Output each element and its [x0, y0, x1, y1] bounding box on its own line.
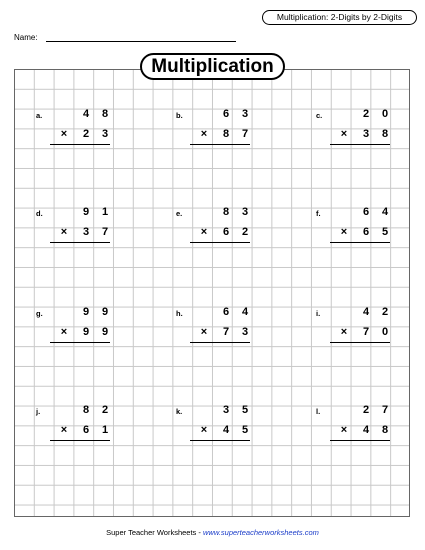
problem-k	[176, 404, 250, 448]
top-digit: 3	[241, 108, 249, 120]
top-digit: 9	[82, 306, 90, 318]
multiply-sign: ×	[60, 128, 68, 140]
answer-line	[50, 440, 110, 441]
top-digit: 4	[381, 206, 389, 218]
bottom-digit: 4	[222, 424, 230, 436]
top-digit: 2	[101, 404, 109, 416]
name-line[interactable]	[46, 41, 236, 42]
answer-line	[190, 440, 250, 441]
multiply-sign: ×	[200, 128, 208, 140]
worksheet-title: Multiplication	[140, 53, 285, 80]
problem-g	[36, 306, 110, 350]
answer-line	[330, 242, 390, 243]
bottom-digit: 8	[381, 128, 389, 140]
top-digit: 3	[241, 206, 249, 218]
top-digit: 8	[82, 404, 90, 416]
problem-l	[316, 404, 390, 448]
top-digit: 3	[222, 404, 230, 416]
problem-letter: e.	[176, 209, 183, 218]
multiply-sign: ×	[200, 326, 208, 338]
top-digit: 5	[241, 404, 249, 416]
top-digit: 4	[82, 108, 90, 120]
footer-url[interactable]: www.superteacherworksheets.com	[202, 528, 319, 537]
top-digit: 6	[362, 206, 370, 218]
answer-line	[190, 342, 250, 343]
problem-letter: j.	[36, 407, 41, 416]
bottom-digit: 2	[82, 128, 90, 140]
problem-letter: k.	[176, 407, 183, 416]
top-digit: 4	[362, 306, 370, 318]
multiply-sign: ×	[60, 226, 68, 238]
problem-i	[316, 306, 390, 350]
bottom-digit: 7	[241, 128, 249, 140]
top-digit: 6	[222, 108, 230, 120]
footer-separator: -	[196, 528, 203, 537]
top-digit: 9	[82, 206, 90, 218]
bottom-digit: 3	[241, 326, 249, 338]
problem-d	[36, 206, 110, 250]
problem-letter: b.	[176, 111, 183, 120]
answer-line	[330, 440, 390, 441]
bottom-digit: 3	[362, 128, 370, 140]
bottom-digit: 7	[101, 226, 109, 238]
answer-line	[190, 242, 250, 243]
bottom-digit: 4	[362, 424, 370, 436]
problem-letter: f.	[316, 209, 321, 218]
top-digit: 2	[362, 404, 370, 416]
answer-line	[190, 144, 250, 145]
bottom-digit: 3	[101, 128, 109, 140]
top-digit: 8	[222, 206, 230, 218]
answer-line	[330, 144, 390, 145]
top-digit: 2	[381, 306, 389, 318]
multiply-sign: ×	[340, 326, 348, 338]
answer-line	[50, 342, 110, 343]
problem-letter: l.	[316, 407, 321, 416]
answer-line	[50, 144, 110, 145]
problem-c	[316, 108, 390, 152]
problem-a	[36, 108, 110, 152]
top-digit: 4	[241, 306, 249, 318]
multiply-sign: ×	[60, 326, 68, 338]
bottom-digit: 3	[82, 226, 90, 238]
top-digit: 9	[101, 306, 109, 318]
footer	[0, 528, 425, 537]
top-digit: 1	[101, 206, 109, 218]
bottom-digit: 6	[222, 226, 230, 238]
bottom-digit: 7	[222, 326, 230, 338]
problem-letter: d.	[36, 209, 43, 218]
problem-letter: i.	[316, 309, 321, 318]
bottom-digit: 2	[241, 226, 249, 238]
multiply-sign: ×	[60, 424, 68, 436]
multiply-sign: ×	[340, 424, 348, 436]
problem-j	[36, 404, 110, 448]
multiply-sign: ×	[200, 226, 208, 238]
worksheet-topic-badge: Multiplication: 2-Digits by 2-Digits	[262, 10, 417, 25]
bottom-digit: 6	[362, 226, 370, 238]
top-digit: 7	[381, 404, 389, 416]
top-digit: 8	[101, 108, 109, 120]
problem-letter: h.	[176, 309, 183, 318]
top-digit: 2	[362, 108, 370, 120]
name-label: Name:	[14, 33, 38, 42]
bottom-digit: 7	[362, 326, 370, 338]
bottom-digit: 9	[101, 326, 109, 338]
bottom-digit: 9	[82, 326, 90, 338]
bottom-digit: 5	[241, 424, 249, 436]
bottom-digit: 5	[381, 226, 389, 238]
bottom-digit: 8	[222, 128, 230, 140]
answer-line	[50, 242, 110, 243]
bottom-digit: 0	[381, 326, 389, 338]
bottom-digit: 8	[381, 424, 389, 436]
multiply-sign: ×	[340, 226, 348, 238]
problem-letter: g.	[36, 309, 43, 318]
top-digit: 0	[381, 108, 389, 120]
problem-e	[176, 206, 250, 250]
multiply-sign: ×	[340, 128, 348, 140]
problem-letter: a.	[36, 111, 43, 120]
problem-b	[176, 108, 250, 152]
problem-f	[316, 206, 390, 250]
bottom-digit: 6	[82, 424, 90, 436]
bottom-digit: 1	[101, 424, 109, 436]
footer-brand: Super Teacher Worksheets	[106, 528, 197, 537]
problem-h	[176, 306, 250, 350]
multiply-sign: ×	[200, 424, 208, 436]
problem-letter: c.	[316, 111, 323, 120]
top-digit: 6	[222, 306, 230, 318]
answer-line	[330, 342, 390, 343]
